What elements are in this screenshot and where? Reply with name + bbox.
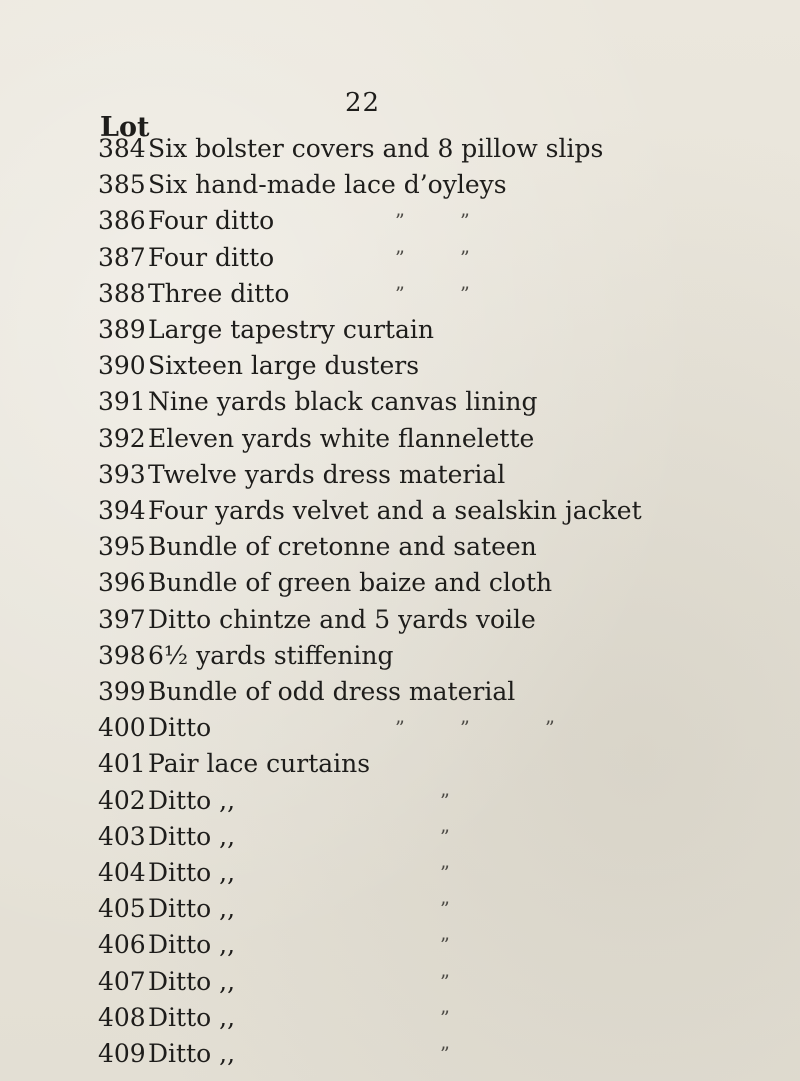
- lot-number: 407: [98, 966, 146, 996]
- lot-number: 390: [98, 351, 146, 381]
- ditto-mark: ”: [460, 717, 470, 740]
- lot-number: 385: [98, 170, 146, 200]
- lot-description: Ditto ,,: [148, 930, 236, 960]
- lot-number: 396: [98, 568, 146, 598]
- lot-row: [0, 424, 800, 454]
- ditto-mark: ”: [440, 898, 450, 921]
- lot-description: Ditto: [148, 713, 212, 743]
- lot-column-heading: Lot: [100, 112, 150, 143]
- ditto-mark: ”: [440, 862, 450, 884]
- lot-row: [0, 786, 800, 816]
- lot-number: 397: [98, 604, 146, 634]
- lot-description: Ditto ,,: [148, 821, 236, 851]
- lot-description: Eleven yards white flannelette: [148, 423, 535, 453]
- lot-row: [0, 894, 800, 924]
- lot-description: Ditto ,,: [148, 966, 236, 996]
- lot-number: 392: [98, 423, 146, 453]
- lot-number: 399: [98, 677, 146, 706]
- ditto-mark: ”: [440, 934, 450, 957]
- lot-row: [0, 532, 800, 562]
- lot-row: [0, 605, 800, 635]
- lot-description: Six hand-made lace d’oyleys: [148, 170, 507, 200]
- lot-number: 401: [98, 749, 146, 779]
- lot-number: 395: [98, 532, 146, 562]
- lot-number: 403: [98, 821, 146, 851]
- lot-number: 400: [98, 713, 146, 743]
- ditto-mark: ”: [395, 717, 405, 740]
- lot-description: Ditto ,,: [148, 1002, 236, 1032]
- lot-number: 391: [98, 387, 146, 417]
- lot-row: [0, 1003, 800, 1033]
- ditto-mark: ”: [440, 825, 450, 848]
- lot-row: [0, 858, 800, 888]
- ditto-mark: ”: [440, 970, 450, 993]
- lot-row: [0, 206, 800, 236]
- ditto-mark: ”: [545, 717, 555, 740]
- lot-row: [0, 677, 800, 707]
- lot-description: Four yards velvet and a sealskin jacket: [148, 496, 642, 525]
- ditto-mark: ”: [395, 246, 405, 269]
- lot-description: Pair lace curtains: [148, 749, 371, 779]
- lot-description: Twelve yards dress material: [148, 459, 506, 489]
- lot-number: 394: [98, 496, 146, 525]
- lot-row: [0, 641, 800, 671]
- lot-number: 393: [98, 459, 146, 489]
- lot-description: Sixteen large dusters: [148, 351, 420, 381]
- lot-row: [0, 351, 800, 381]
- ditto-mark: ”: [395, 210, 405, 233]
- lot-description: Ditto chintze and 5 yards voile: [148, 604, 536, 634]
- lot-description: Ditto ,,: [148, 785, 236, 815]
- page-number: 22: [345, 88, 381, 118]
- lot-description: Ditto ,,: [148, 894, 236, 924]
- lot-description: Ditto ,,: [148, 1039, 236, 1068]
- ditto-mark: ”: [440, 789, 450, 812]
- lot-row: [0, 170, 800, 200]
- lot-row: [0, 930, 800, 960]
- lot-description: Six bolster covers and 8 pillow slips: [148, 134, 604, 163]
- lot-number: 384: [98, 134, 146, 163]
- ditto-mark: ”: [440, 1043, 450, 1065]
- lot-number: 402: [98, 785, 146, 815]
- lot-description: Three ditto: [148, 278, 290, 308]
- lot-description: Bundle of odd dress material: [148, 677, 516, 706]
- lot-row: [0, 568, 800, 598]
- lot-row: [0, 713, 800, 743]
- lot-description: Large tapestry curtain: [148, 315, 434, 344]
- ditto-mark: ”: [440, 1006, 450, 1029]
- lot-row: [0, 496, 800, 526]
- lot-row: [0, 749, 800, 779]
- ditto-mark: ”: [460, 246, 470, 269]
- lot-description: Bundle of green baize and cloth: [148, 568, 553, 598]
- ditto-mark: ”: [395, 282, 405, 305]
- lot-number: 387: [98, 242, 146, 272]
- lot-row: [0, 315, 800, 345]
- lot-number: 404: [98, 858, 146, 887]
- lot-row: [0, 279, 800, 309]
- ditto-mark: ”: [460, 210, 470, 233]
- lot-description: Four ditto: [148, 242, 275, 272]
- lot-row: [0, 243, 800, 273]
- lot-row: [0, 967, 800, 997]
- lot-row: [0, 1039, 800, 1069]
- lot-description: Nine yards black canvas lining: [148, 387, 538, 417]
- lot-description: Bundle of cretonne and sateen: [148, 532, 537, 562]
- lot-number: 406: [98, 930, 146, 960]
- lot-row: [0, 460, 800, 490]
- lot-number: 405: [98, 894, 146, 924]
- lot-row: [0, 822, 800, 852]
- lot-number: 409: [98, 1039, 146, 1068]
- lot-row: [0, 387, 800, 417]
- lot-number: 408: [98, 1002, 146, 1032]
- lot-number: 398: [98, 640, 146, 670]
- lot-description: Four ditto: [148, 206, 275, 236]
- lot-number: 389: [98, 315, 146, 344]
- lot-description: 6½ yards stiffening: [148, 640, 394, 670]
- lot-description: Ditto ,,: [148, 858, 236, 887]
- lot-row: [0, 134, 800, 164]
- lot-number: 388: [98, 278, 146, 308]
- ditto-mark: ”: [460, 282, 470, 305]
- lot-number: 386: [98, 206, 146, 236]
